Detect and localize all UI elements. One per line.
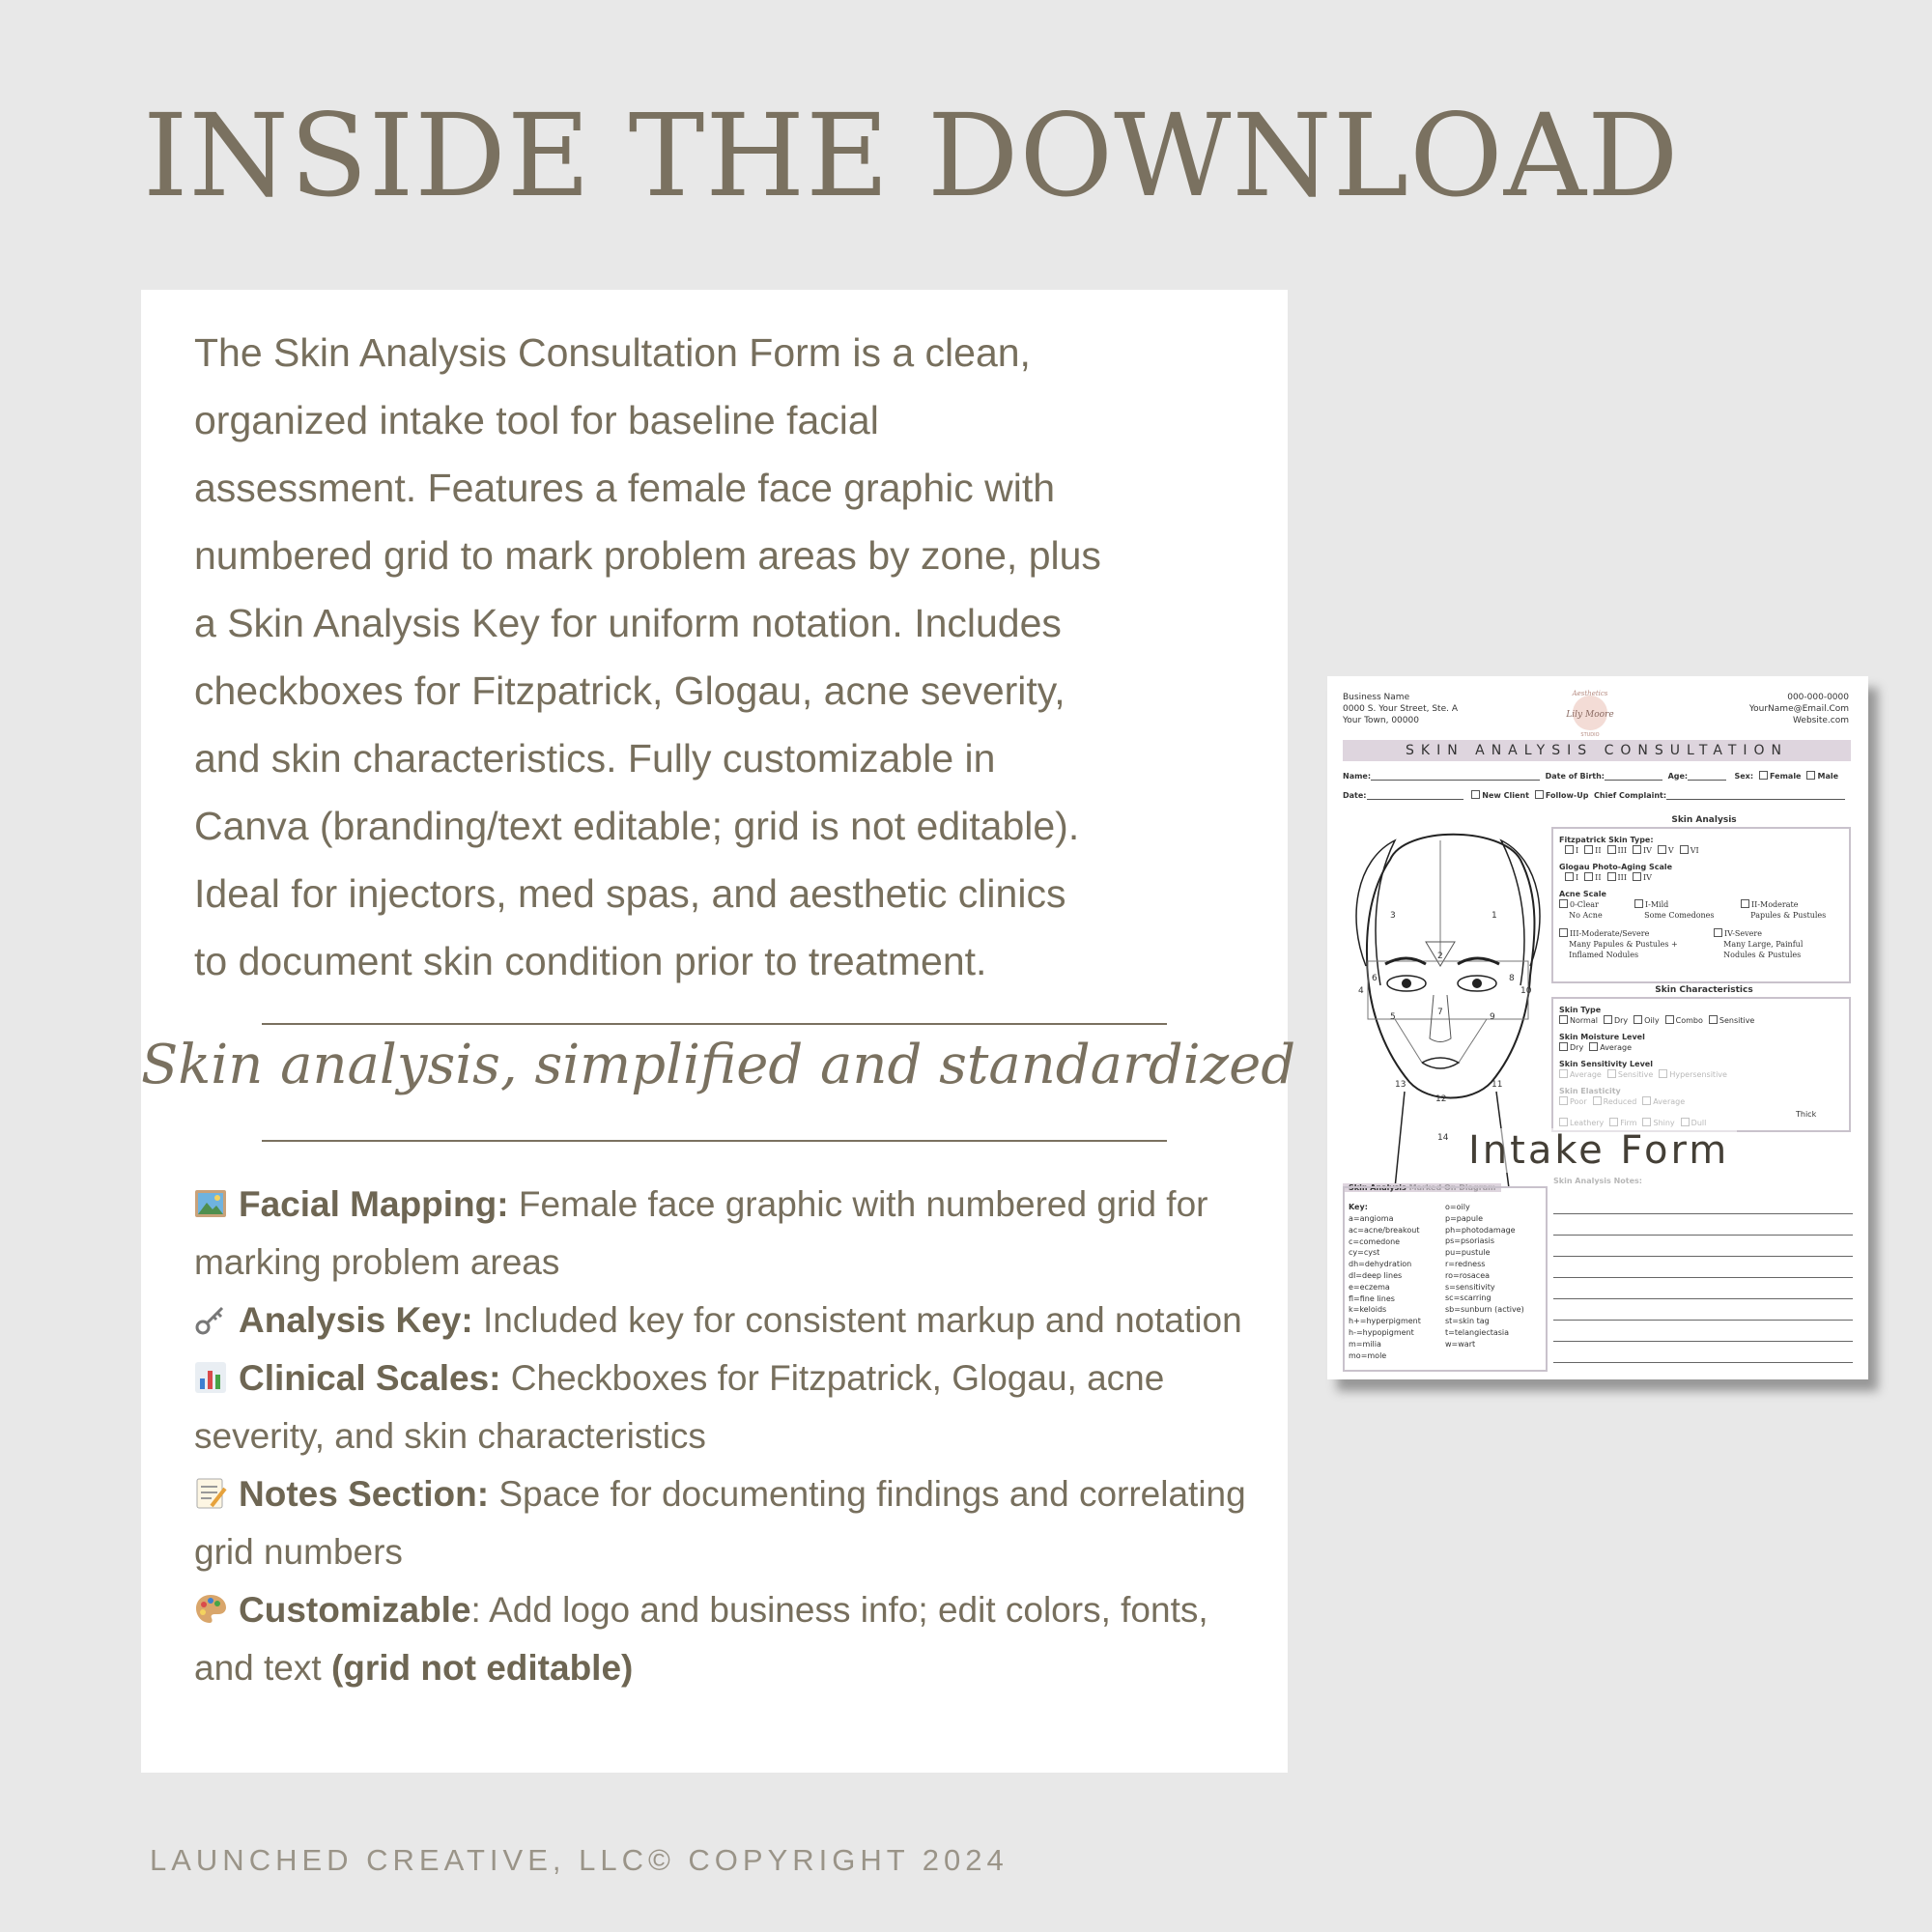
characteristics-heading: Skin Characteristics	[1655, 985, 1753, 995]
form-preview	[1327, 676, 1868, 1379]
svg-text:4: 4	[1358, 986, 1364, 996]
divider-bottom	[262, 1140, 1167, 1142]
notes-line	[1553, 1341, 1853, 1342]
svg-text:14: 14	[1437, 1133, 1449, 1143]
key-tab: Skin Analysis Marked On Diagram	[1343, 1183, 1501, 1192]
feature-label: Customizable	[239, 1590, 471, 1630]
feature-label: Notes Section:	[239, 1474, 490, 1514]
key-box	[1343, 1186, 1548, 1372]
key-icon	[194, 1303, 227, 1336]
svg-text:11: 11	[1492, 1080, 1503, 1090]
bar-chart-icon	[194, 1361, 227, 1394]
intro-line: a Skin Analysis Key for uniform notation. Includes	[194, 601, 1062, 645]
svg-text:7: 7	[1437, 1008, 1443, 1017]
feature-label: Clinical Scales:	[239, 1358, 501, 1398]
feature-text: Checkboxes for Fitzpatrick, Glogau, acne severity, and skin characteristics	[194, 1358, 1165, 1456]
feature-item	[194, 1581, 1266, 1697]
intro-line: to document skin condition prior to treatment.	[194, 939, 987, 983]
feature-label: Facial Mapping:	[239, 1184, 509, 1224]
intro-paragraph	[194, 319, 1266, 995]
notes-line	[1553, 1277, 1853, 1278]
feature-list	[194, 1176, 1266, 1697]
framed-picture-icon	[194, 1187, 227, 1220]
svg-text:5: 5	[1390, 1012, 1396, 1022]
notes-line	[1553, 1362, 1853, 1363]
feature-item	[194, 1465, 1266, 1581]
email: YourName@Email.Com	[1748, 704, 1849, 714]
memo-icon	[194, 1477, 227, 1510]
business-info	[1343, 692, 1458, 726]
intro-line: checkboxes for Fitzpatrick, Glogau, acne severity,	[194, 668, 1065, 713]
feature-text: : Add logo and business info; edit colors, fonts, and text	[194, 1590, 1208, 1688]
website: Website.com	[1793, 716, 1849, 725]
intro-line: The Skin Analysis Consultation Form is a clean,	[194, 330, 1031, 375]
analysis-heading: Skin Analysis	[1671, 815, 1737, 825]
notes-line	[1553, 1298, 1853, 1299]
feature-suffix: (grid not editable)	[330, 1648, 634, 1688]
feature-text: Included key for consistent markup and notation	[472, 1300, 1242, 1340]
svg-text:3: 3	[1390, 911, 1396, 921]
intro-line: Canva (branding/text editable; grid is not editable).	[194, 804, 1080, 848]
svg-text:13: 13	[1395, 1080, 1406, 1090]
key-right-column: o=oily p=papule ph=photodamage ps=psoriasis pu=pustule r=redness ro=rosacea s=sensitivity sc=scarring sb=sunburn (active) st=skin tag t=telangiectasia w=wart	[1445, 1203, 1524, 1349]
notes-line	[1553, 1256, 1853, 1257]
intake-form-label: Intake Form	[1461, 1128, 1737, 1173]
intro-line: Ideal for injectors, med spas, and aesthetic clinics	[194, 871, 1066, 916]
feature-item	[194, 1176, 1266, 1292]
svg-text:6: 6	[1372, 974, 1378, 983]
phone: 000-000-0000	[1787, 693, 1849, 702]
palette-icon	[194, 1593, 227, 1626]
notes-label: Skin Analysis Notes:	[1553, 1177, 1642, 1185]
notes-line	[1553, 1320, 1853, 1321]
intro-line: organized intake tool for baseline facial	[194, 398, 879, 442]
svg-text:8: 8	[1509, 974, 1515, 983]
tagline: Skin analysis, simplified and standardized	[141, 1034, 1296, 1096]
logo-icon	[1551, 684, 1629, 742]
business-street: 0000 S. Your Street, Ste. A	[1343, 704, 1458, 714]
intro-line: numbered grid to mark problem areas by zone, plus	[194, 533, 1101, 578]
svg-text:2: 2	[1437, 952, 1443, 961]
feature-item	[194, 1292, 1266, 1350]
svg-text:9: 9	[1490, 1012, 1495, 1022]
intro-line: and skin characteristics. Fully customizable in	[194, 736, 996, 781]
svg-text:Aesthetics: Aesthetics	[1572, 690, 1608, 697]
feature-label: Analysis Key:	[239, 1300, 473, 1340]
analysis-box: Fitzpatrick Skin Type: I II III IV V VI Glogau Photo-Aging Scale I II III IV Acne Scale 0-Clear No Acne I-Mild Some Comedones II-Moderate Papules & Pustules III-Moderate/Severe Many Papules & Pustules + Inflamed Nodules IV-Severe Many Large, Painful Nodules & Pustules	[1551, 827, 1851, 983]
svg-text:10: 10	[1520, 986, 1532, 996]
business-name: Business Name	[1343, 693, 1410, 702]
form-banner: SKIN ANALYSIS CONSULTATION	[1343, 740, 1851, 761]
notes-line	[1553, 1213, 1853, 1214]
page-title: INSIDE THE DOWNLOAD	[143, 89, 1680, 222]
description-card	[141, 290, 1296, 1773]
svg-text:12: 12	[1435, 1094, 1447, 1104]
svg-text:1: 1	[1492, 911, 1497, 921]
feature-text: Space for documenting findings and correlating grid numbers	[194, 1474, 1246, 1572]
copyright-footer: LAUNCHED CREATIVE, LLC© COPYRIGHT 2024	[150, 1843, 1009, 1877]
intro-line: assessment. Features a female face graphic with	[194, 466, 1056, 510]
row-name: Name: Date of Birth: Age: Sex: Female Male	[1343, 772, 1839, 781]
row-date: Date: New Client Follow-Up Chief Complaint:	[1343, 790, 1845, 800]
feature-text: Female face graphic with numbered grid for marking problem areas	[194, 1184, 1208, 1282]
divider-top	[262, 1023, 1167, 1025]
feature-item	[194, 1350, 1266, 1465]
contact-info	[1749, 692, 1849, 726]
key-title: Key:	[1349, 1203, 1368, 1211]
characteristics-box: Skin Type Normal Dry Oily Combo Sensitive Skin Moisture Level Dry Average Skin Sensitivity Level Average Sensitive Hypersensitive Skin Elasticity Poor Reduced Average Leathery Firm Shiny Dull Thick	[1551, 997, 1851, 1132]
key-left-column: a=angioma ac=acne/breakout c=comedone cy=cyst dh=dehydration dl=deep lines e=eczema fl=fine lines k=keloids h+=hyperpigment h-=hypopigment m=milia mo=mole	[1349, 1214, 1421, 1360]
svg-text:STUDIO: STUDIO	[1580, 732, 1600, 738]
svg-text:Lily Moore: Lily Moore	[1566, 710, 1614, 720]
notes-line	[1553, 1235, 1853, 1236]
business-town: Your Town, 00000	[1343, 716, 1419, 725]
